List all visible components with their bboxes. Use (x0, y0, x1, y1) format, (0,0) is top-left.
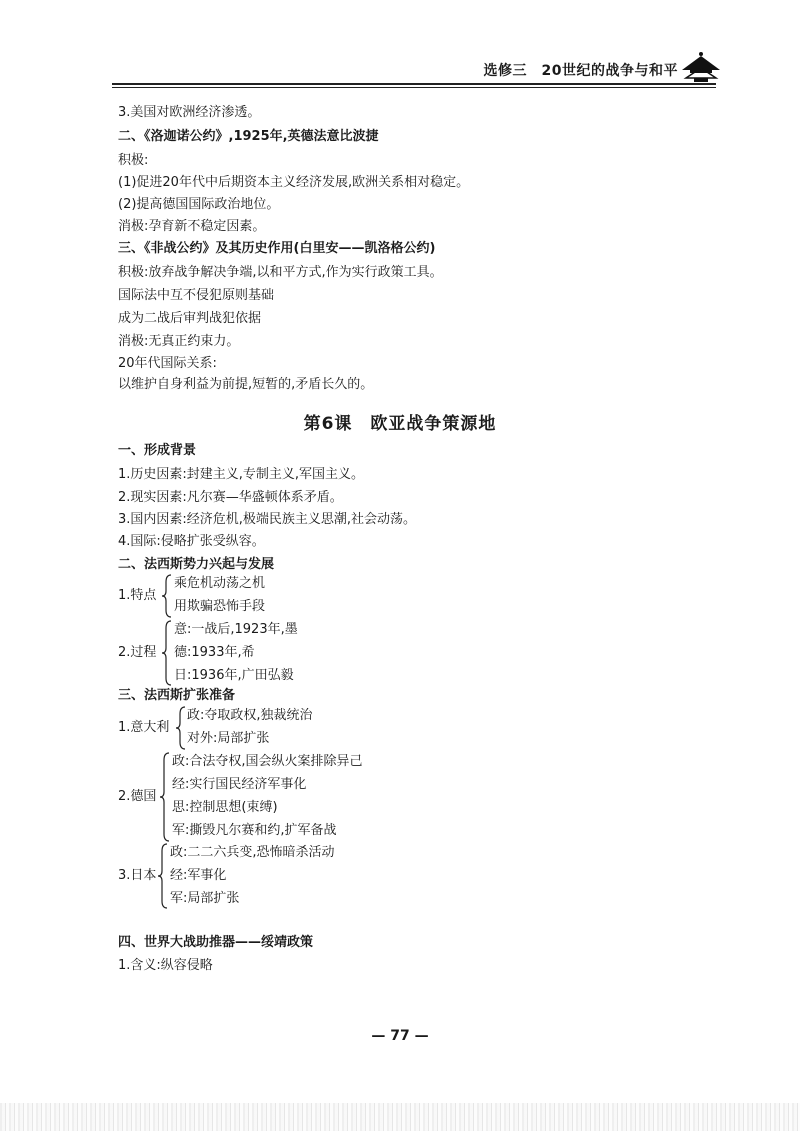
left-brace (158, 843, 168, 909)
brace-item: 思:控制思想(束缚) (172, 800, 278, 815)
text-line: 20年代国际关系: (118, 356, 217, 371)
brace-group-process (118, 620, 438, 686)
brace-item: 经:军事化 (170, 868, 227, 883)
brace-item: 政:合法夺权,国会纵火案排除异己 (172, 754, 363, 769)
brace-group-germany (118, 752, 478, 842)
section-heading: 二、法西斯势力兴起与发展 (118, 557, 275, 572)
text-line: 消极:孕育新不稳定因素。 (118, 219, 266, 234)
text-line: (2)提高德国国际政治地位。 (118, 197, 280, 212)
brace-item: 日:1936年,广田弘毅 (174, 668, 294, 683)
section-heading: 二、《洛迦诺公约》,1925年,英德法意比波捷 (118, 129, 379, 144)
brace-item: 乘危机动荡之机 (174, 576, 266, 591)
section-heading: 三、法西斯扩张准备 (118, 688, 236, 703)
brace-item: 政:二二六兵变,恐怖暗杀活动 (170, 845, 335, 860)
page-number: — 77 — (371, 1028, 429, 1044)
header-rule-thin (112, 87, 716, 88)
section-heading: 四、世界大战助推器——绥靖政策 (118, 935, 314, 950)
scan-edge-noise (0, 1103, 800, 1131)
text-line: 以维护自身利益为前提,短暂的,矛盾长久的。 (118, 377, 374, 392)
brace-item: 德:1933年,希 (174, 645, 255, 660)
list-item: 4.国际:侵略扩张受纵容。 (118, 534, 265, 549)
text-line: (1)促进20年代中后期资本主义经济发展,欧洲关系相对稳定。 (118, 175, 470, 190)
text-line: 消极:无真正约束力。 (118, 334, 240, 349)
brace-group-japan (118, 843, 458, 909)
brace-group-italy (118, 706, 458, 750)
brace-item: 用欺骗恐怖手段 (174, 599, 266, 614)
section-heading: 三、《非战公约》及其历史作用(白里安——凯洛格公约) (118, 241, 436, 256)
lesson-title: 第6课 欧亚战争策源地 (303, 414, 497, 434)
left-brace (160, 752, 170, 842)
text-line: 3.美国对欧洲经济渗透。 (118, 105, 261, 120)
text-line: 积极:放弃战争解决争端,以和平方式,作为实行政策工具。 (118, 265, 443, 280)
text-line: 积极: (118, 153, 149, 168)
brace-item: 政:夺取政权,独裁统治 (187, 708, 313, 723)
brace-item: 军:撕毁凡尔赛和约,扩军备战 (172, 823, 337, 838)
list-item: 2.现实因素:凡尔赛—华盛顿体系矛盾。 (118, 490, 343, 505)
brace-group-features (118, 574, 418, 618)
brace-label: 2.过程 (118, 645, 157, 660)
running-header: 选修三 20世纪的战争与和平 (483, 63, 678, 79)
list-item: 3.国内因素:经济危机,极端民族主义思潮,社会动荡。 (118, 512, 417, 527)
brace-label: 3.日本 (118, 868, 157, 883)
left-brace (162, 574, 172, 618)
brace-item: 经:实行国民经济军事化 (172, 777, 307, 792)
list-item: 1.含义:纵容侵略 (118, 958, 213, 973)
brace-label: 2.德国 (118, 789, 157, 804)
brace-item: 对外:局部扩张 (187, 731, 270, 746)
left-brace (176, 706, 186, 750)
brace-item: 意:一战后,1923年,墨 (174, 622, 298, 637)
text-line: 成为二战后审判战犯依据 (118, 311, 262, 326)
section-heading: 一、形成背景 (118, 443, 197, 458)
brace-item: 军:局部扩张 (170, 891, 240, 906)
left-brace (162, 620, 172, 686)
brace-label: 1.特点 (118, 588, 157, 603)
header-rule (112, 83, 716, 85)
pagoda-logo-icon (680, 50, 722, 84)
text-line: 国际法中互不侵犯原则基础 (118, 288, 275, 303)
list-item: 1.历史因素:封建主义,专制主义,军国主义。 (118, 467, 365, 482)
brace-label: 1.意大利 (118, 720, 170, 735)
